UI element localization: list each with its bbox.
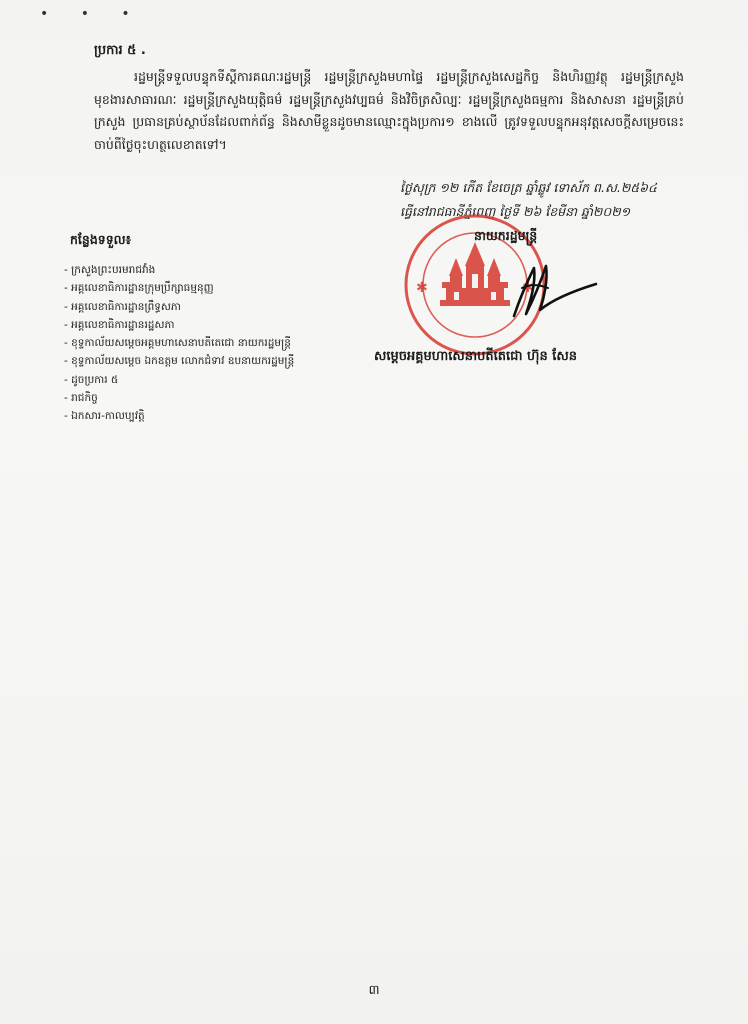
solar-date: ធ្វើនៅរាជធានីភ្នំពេញ ថ្ងៃទី ២៦ ខែមីនា ឆ្នាំ២០២១ (400, 204, 631, 219)
signatory-title: នាយករដ្ឋមន្ត្រី (474, 228, 538, 243)
lunar-date: ថ្ងៃសុក្រ ១២ កើត ខែចេត្រ ឆ្នាំឆ្លូវ ទោស័ក ព.ស.២៥៦៤ (400, 180, 657, 195)
recipients-block (64, 232, 364, 426)
article-paragraph: រដ្ឋមន្ត្រីទទួលបន្ទុកទីស្តីការគណៈរដ្ឋមន្ត្រី រដ្ឋមន្ត្រីក្រសួងមហាផ្ទៃ រដ្ឋមន្ត្រីក្រសួងសេដ្ឋកិច្ច និងហិរញ្ញវត្ថុ រដ្ឋមន្ត្រីក្រសួងមុខងារសាធារណៈ រដ្ឋមន្ត្រីក្រសួងយុត្តិធម៌ រដ្ឋមន្ត្រីក្រសួងវប្បធម៌ និងវិចិត្រសិល្បៈ រដ្ឋមន្ត្រីក្រសួងធម្មការ និងសាសនា រដ្ឋមន្ត្រីគ្រប់ក្រសួង ប្រធានគ្រប់ស្ថាប័នដែលពាក់ព័ន្ធ និងសាមីខ្លួនដូចមានឈ្មោះក្នុងប្រការ១ ខាងលើ ត្រូវទទួលបន្ទុកអនុវត្តសេចក្តីសម្រេចនេះ ចាប់ពីថ្ងៃចុះហត្ថលេខាតទៅ។ (94, 69, 684, 152)
scan-artifact-dots: • • • (40, 6, 144, 22)
handwritten-signature (500, 258, 610, 328)
list-item: - ដូចប្រការ ៥ (64, 371, 364, 389)
list-item: - ឯកសារ-កាលប្បវត្តិ (64, 407, 364, 425)
signatory-name: សម្តេចអគ្គមហាសេនាបតីតេជោ ហ៊ុន សែន (374, 349, 577, 364)
recipients-title: កន្លែងទទួល៖ (70, 232, 132, 247)
list-item: - ខុទ្ទកាល័យសម្តេច ឯកឧត្តម លោកជំទាវ ឧបនាយករដ្ឋមន្ត្រី (64, 352, 364, 370)
list-item: - អគ្គលេខាធិការដ្ឋានព្រឹទ្ធសភា (64, 298, 364, 316)
svg-text:✱: ✱ (522, 280, 534, 296)
article-heading: ប្រការ ៥ . (94, 43, 146, 58)
recipients-list (64, 261, 364, 426)
list-item: - ខុទ្ទកាល័យសម្តេចអគ្គមហាសេនាបតីតេជោ នាយករដ្ឋមន្ត្រី (64, 334, 364, 352)
list-item: - អគ្គលេខាធិការដ្ឋានក្រុមប្រឹក្សាធម្មនុញ្ញ (64, 279, 364, 297)
list-item: - អគ្គលេខាធិការដ្ឋានរដ្ឋសភា (64, 316, 364, 334)
list-item: - ក្រសួងព្រះបរមរាជវាំង (64, 261, 364, 279)
svg-text:✱: ✱ (416, 280, 428, 296)
list-item: - រាជកិច្ច (64, 389, 364, 407)
article-body (94, 66, 684, 156)
page-number: ៣ (368, 983, 380, 998)
